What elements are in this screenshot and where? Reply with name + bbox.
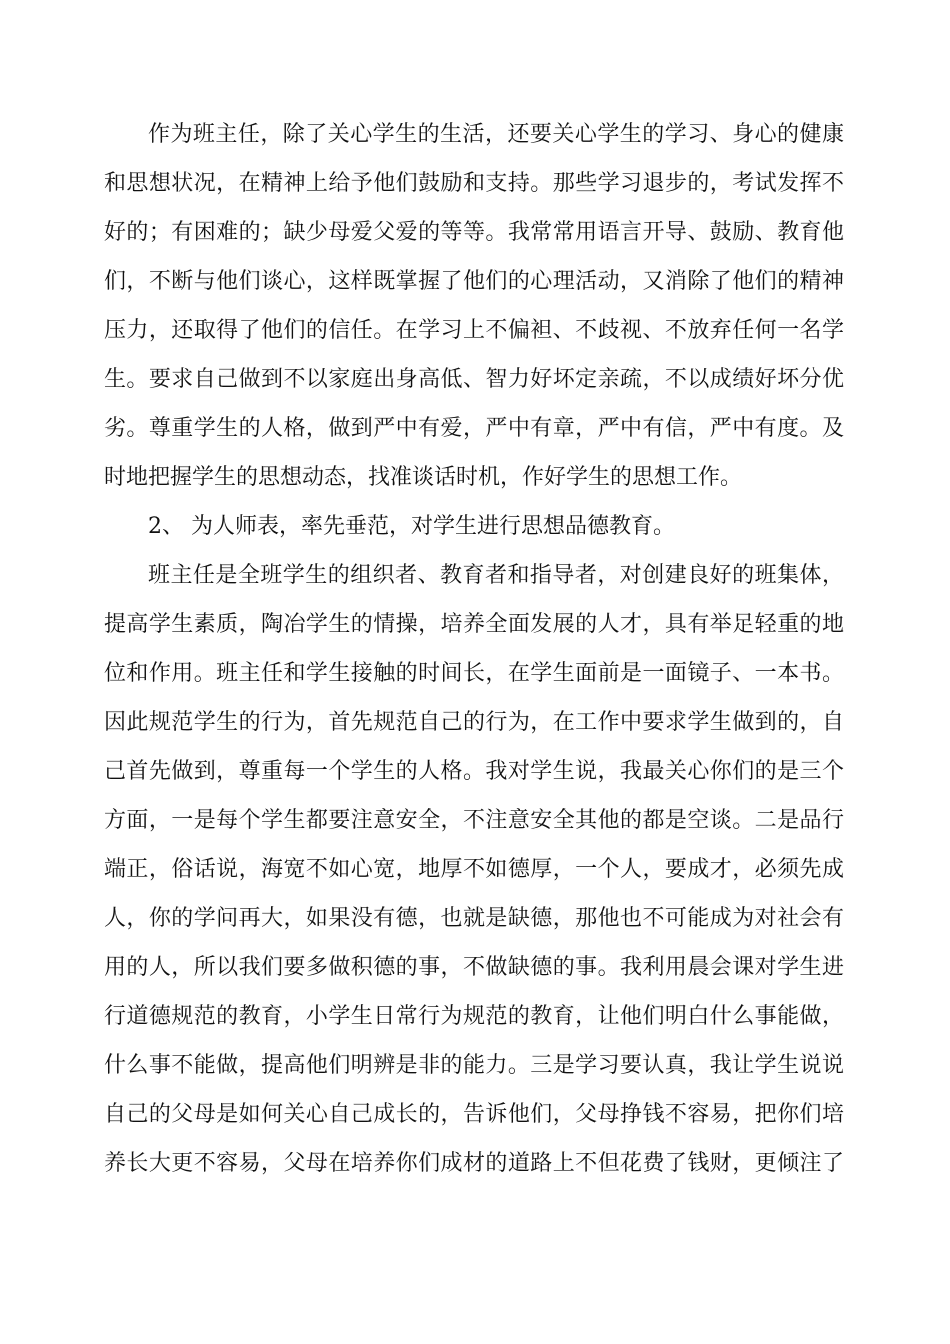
text-line: 己首先做到，尊重每一个学生的人格。我对学生说，我最关心你们的是三个 (104, 759, 844, 784)
text-line: 用的人，所以我们要多做积德的事，不做缺德的事。我利用晨会课对学生进 (104, 955, 844, 980)
text-line: 班主任是全班学生的组织者、教育者和指导者，对创建良好的班集体， (148, 563, 844, 588)
text-line: 养长大更不容易，父母在培养你们成材的道路上不但花费了钱财，更倾注了 (104, 1151, 844, 1176)
text-line: 时地把握学生的思想动态，找准谈话时机，作好学生的思想工作。 (104, 465, 743, 490)
paragraph (104, 110, 844, 502)
text-line: 提高学生素质，陶冶学生的情操，培养全面发展的人才，具有举足轻重的地 (104, 612, 844, 637)
text-line: 作为班主任，除了关心学生的生活，还要关心学生的学习、身心的健康 (148, 122, 844, 147)
text-line: 端正，俗话说，海宽不如心宽，地厚不如德厚，一个人，要成才，必须先成 (104, 857, 844, 882)
text-line: 好的；有困难的；缺少母爱父爱的等等。我常常用语言开导、鼓励、教育他 (104, 220, 844, 245)
text-line: 方面，一是每个学生都要注意安全，不注意安全其他的都是空谈。二是品行 (104, 808, 844, 833)
section-heading (104, 502, 844, 551)
body-text (104, 110, 844, 1188)
text-line: 行道德规范的教育，小学生日常行为规范的教育，让他们明白什么事能做， (104, 1004, 844, 1029)
text-line: 压力，还取得了他们的信任。在学习上不偏袒、不歧视、不放弃任何一名学 (104, 318, 844, 343)
text-line: 自己的父母是如何关心自己成长的，告诉他们，父母挣钱不容易，把你们培 (104, 1102, 844, 1127)
text-line: 什么事不能做，提高他们明辨是非的能力。三是学习要认真，我让学生说说 (104, 1053, 844, 1078)
text-line: 生。要求自己做到不以家庭出身高低、智力好坏定亲疏，不以成绩好坏分优 (104, 367, 844, 392)
paragraph (104, 551, 844, 1188)
text-line: 们，不断与他们谈心，这样既掌握了他们的心理活动，又消除了他们的精神 (104, 269, 844, 294)
text-line: 人，你的学问再大，如果没有德，也就是缺德，那他也不可能成为对社会有 (104, 906, 844, 931)
text-line: 位和作用。班主任和学生接触的时间长，在学生面前是一面镜子、一本书。 (104, 661, 844, 686)
text-line: 劣。尊重学生的人格，做到严中有爱，严中有章，严中有信，严中有度。及 (104, 416, 844, 441)
text-line: 2、 为人师表，率先垂范，对学生进行思想品德教育。 (148, 514, 675, 539)
text-line: 因此规范学生的行为，首先规范自己的行为，在工作中要求学生做到的，自 (104, 710, 844, 735)
text-line: 和思想状况，在精神上给予他们鼓励和支持。那些学习退步的，考试发挥不 (104, 171, 844, 196)
